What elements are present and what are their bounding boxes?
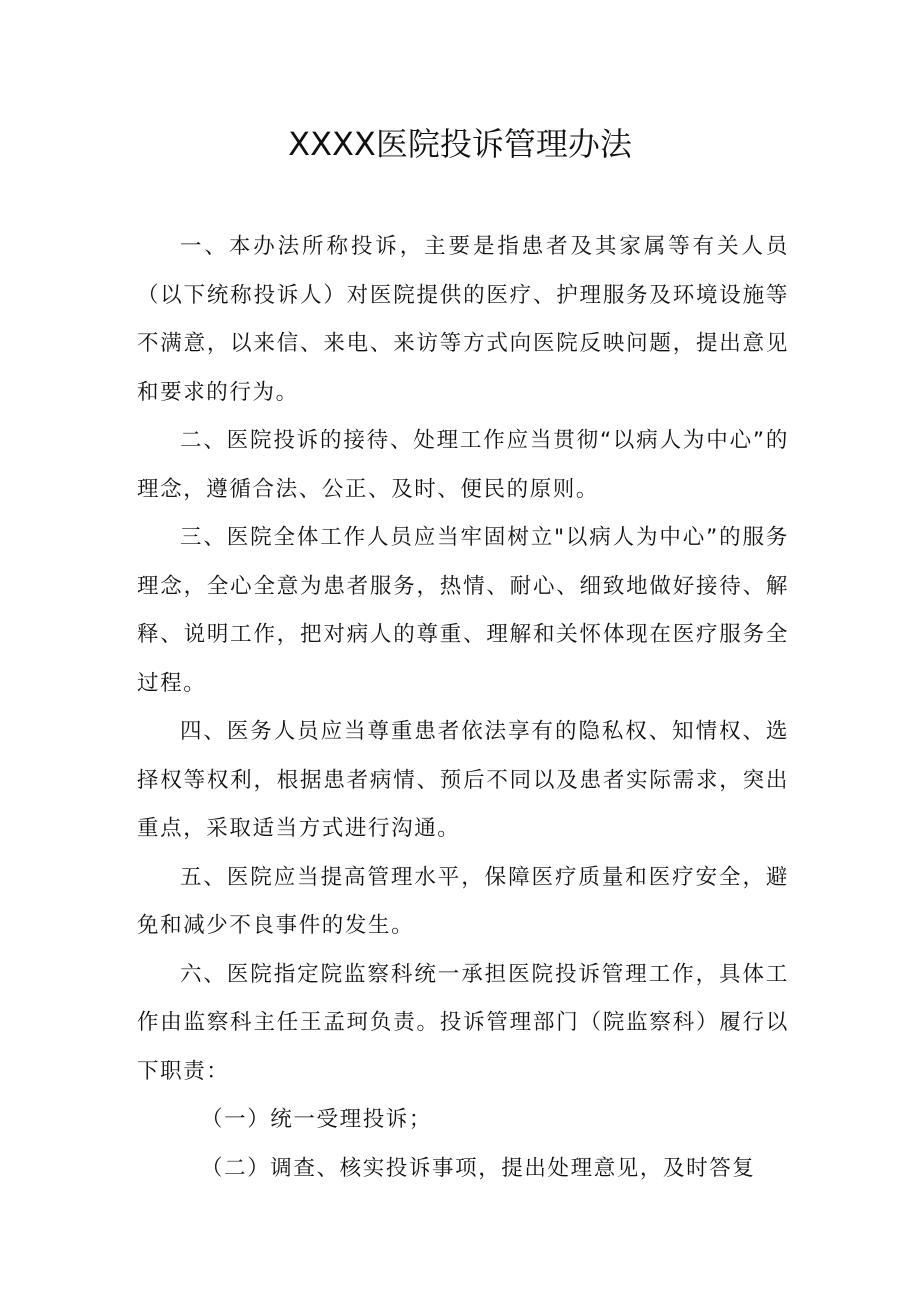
- paragraph-3: 三、医院全体工作人员应当牢固树立"以病人为中心”的服务理念，全心全意为患者服务，热情、耐心、细致地做好接待、解释、说明工作，把对病人的尊重、理解和关怀体现在医疗服务全过程。: [137, 525, 789, 696]
- paragraph-2: 二、医院投诉的接待、处理工作应当贯彻“以病人为中心”的理念，遵循合法、公正、及时、便民的原则。: [137, 428, 789, 502]
- document-title: XXXX医院投诉管理办法: [288, 125, 632, 163]
- list-item-2: （二）调查、核实投诉事项，提出处理意见，及时答复: [201, 1155, 756, 1181]
- paragraph-1: 一、本办法所称投诉，主要是指患者及其家属等有关人员（以下统称投诉人）对医院提供的医疗、护理服务及环境设施等不满意，以来信、来电、来访等方式向医院反映问题，提出意见和要求的行为。: [137, 234, 789, 405]
- paragraph-4: 四、医务人员应当尊重患者依法享有的隐私权、知情权、选择权等权利，根据患者病情、预后不同以及患者实际需求，突出重点，采取适当方式进行沟通。: [137, 719, 789, 841]
- list-item-1: （一）统一受理投诉；: [201, 1107, 433, 1132]
- document-body: [137, 223, 789, 1193]
- paragraph-5: 五、医院应当提高管理水平，保障医疗质量和医疗安全，避免和减少不良事件的发生。: [137, 864, 789, 938]
- paragraph-6: 六、医院指定院监察科统一承担医院投诉管理工作，具体工作由监察科主任王孟珂负责。投诉管理部门（院监察科）履行以下职责：: [137, 961, 789, 1084]
